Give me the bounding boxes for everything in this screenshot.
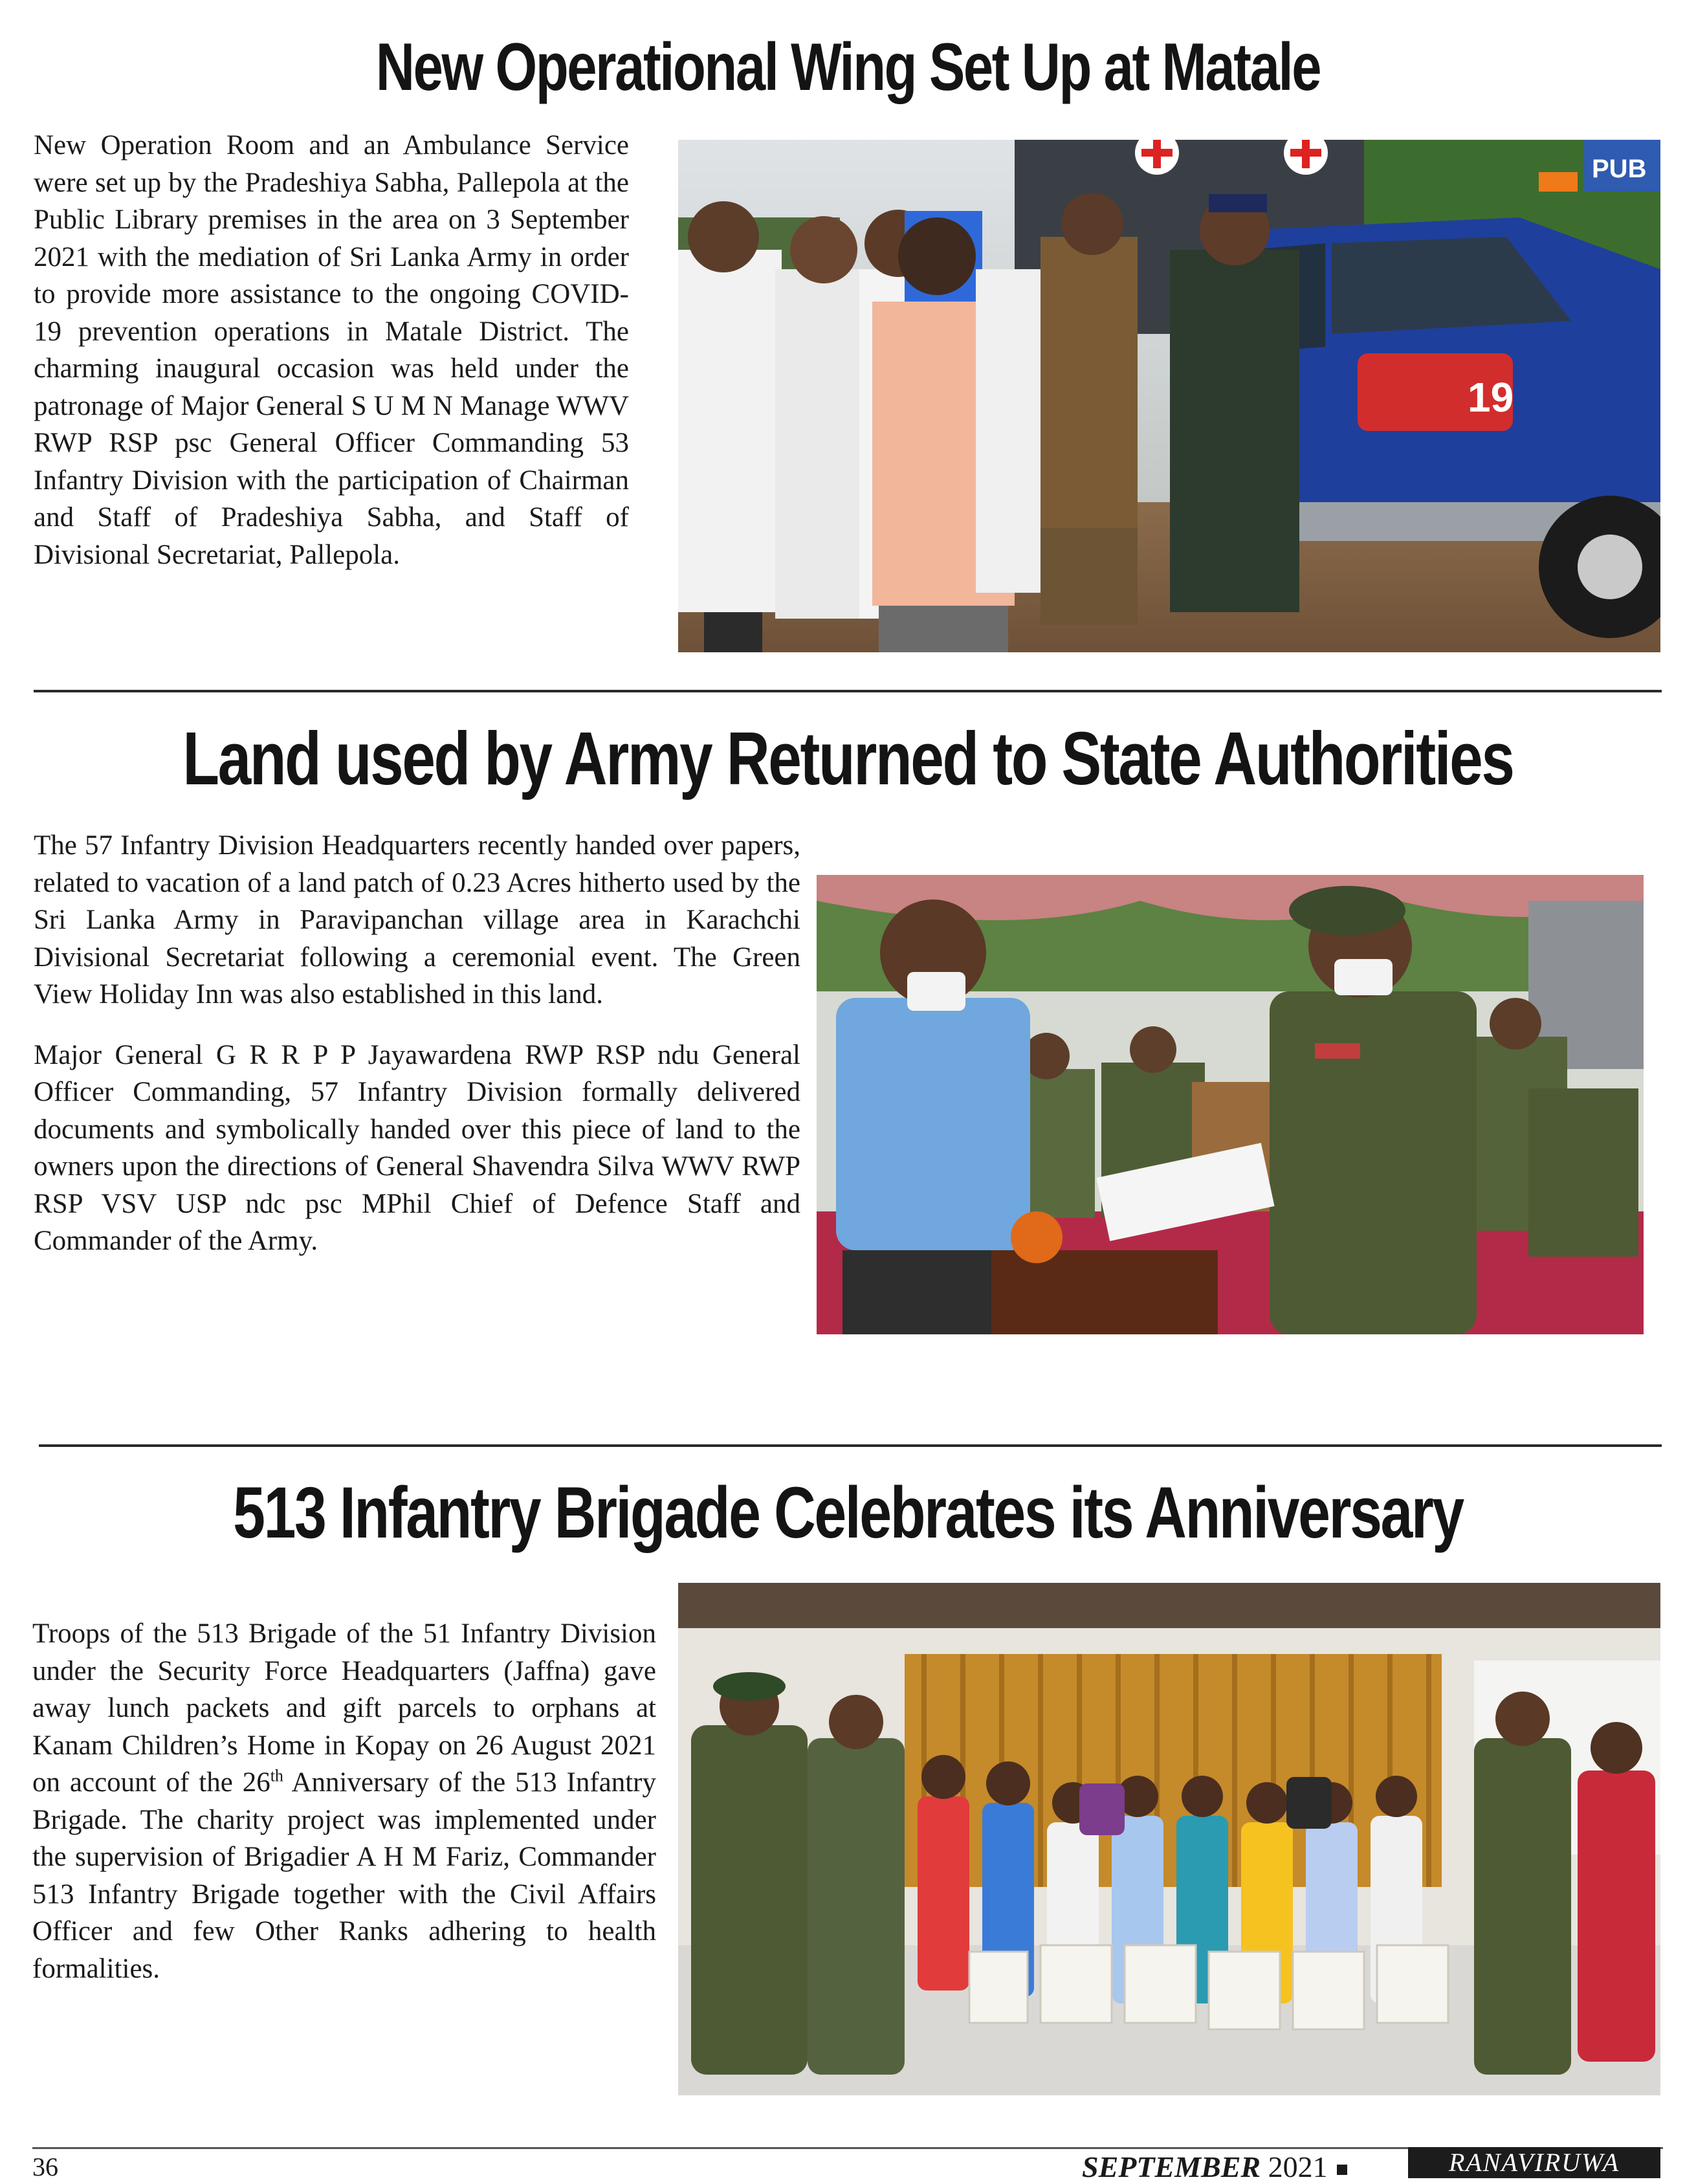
photo-land-handover <box>817 875 1644 1334</box>
article-2-paragraph-1: The 57 Infantry Division Headquarters recently handed over papers, related to vacation of a land patch of 0.23 Acres hitherto used by the Sri Lanka Army in Paravipanchan village area in Karachchi Divisional Secretariat following a ceremonial event. The Green View Holiday Inn was also established in this land. <box>34 830 800 1009</box>
headline-land-returned: Land used by Army Returned to State Authorities <box>182 716 1514 800</box>
article-3-text-continued: Anniversary of the 513 Infantry Brigade. The charity project was implemented under the supervision of Brigadier A H M Fariz, Commander 513 Infantry Brigade together with the Civil Affairs Officer and few Other Ranks adhering to health formalities. <box>32 1767 656 1984</box>
vehicle-sign-text: PUB <box>1592 155 1647 183</box>
headline-new-operational-wing: New Operational Wing Set Up at Matale <box>375 30 1321 105</box>
article-3-body <box>32 1615 656 1987</box>
footer-bullet <box>1337 2165 1347 2175</box>
divider-1 <box>34 690 1662 692</box>
ordinal-suffix: th <box>270 1766 283 1785</box>
page-number: 36 <box>32 2152 58 2181</box>
article-2-body <box>34 827 800 1260</box>
gift-bags <box>969 1945 1448 2029</box>
vehicle-badge-text: 19 <box>1468 374 1514 421</box>
photo-childrens-home-donation <box>678 1583 1660 2095</box>
magazine-name: RANAVIRUWA <box>1408 2147 1660 2178</box>
issue-year: 2021 <box>1268 2150 1328 2183</box>
headline-513-brigade-anniversary: 513 Infantry Brigade Celebrates its Anniversary <box>233 1472 1463 1553</box>
issue-month: SEPTEMBER <box>1082 2150 1261 2183</box>
article-3-text: Troops of the 513 Brigade of the 51 Infantry Division under the Security Force Headquarters (Jaffna) gave away lunch packets and gift parcels to orphans at Kanam Children’s Home in Kopay on 26 August 2021 on account of the 26 <box>32 1618 656 1798</box>
article-2-paragraph-2: Major General G R R P P Jayawardena RWP RSP ndu General Officer Commanding, 57 Infantry Division formally delivered documents and symbolically handed over this piece of land to the owners upon the directions of General Shavendra Silva WWV RWP RSP VSV USP ndc psc MPhil Chief of Defence Staff and Commander of the Army. <box>34 1039 800 1256</box>
photo-ambulance-inauguration <box>678 140 1660 652</box>
article-1-paragraph: New Operation Room and an Ambulance Service were set up by the Pradeshiya Sabha, Pallepola at the Public Library premises in the area on 3 September 2021 with the mediation of Sri Lanka Army in order to provide more assistance to the ongoing COVID-19 prevention operations in Matale District. The charming inaugural occasion was held under the patronage of Major General S U M N Manage WWV RWP RSP psc General Officer Commanding 53 Infantry Division with the participation of Chairman and Staff of Pradeshiya Sabha, and Staff of Divisional Secretariat, Pallepola. <box>34 130 629 570</box>
article-1-body <box>34 127 629 573</box>
article-3-paragraph <box>32 1615 656 1987</box>
divider-2 <box>39 1444 1662 1447</box>
issue-date <box>1082 2150 1347 2184</box>
